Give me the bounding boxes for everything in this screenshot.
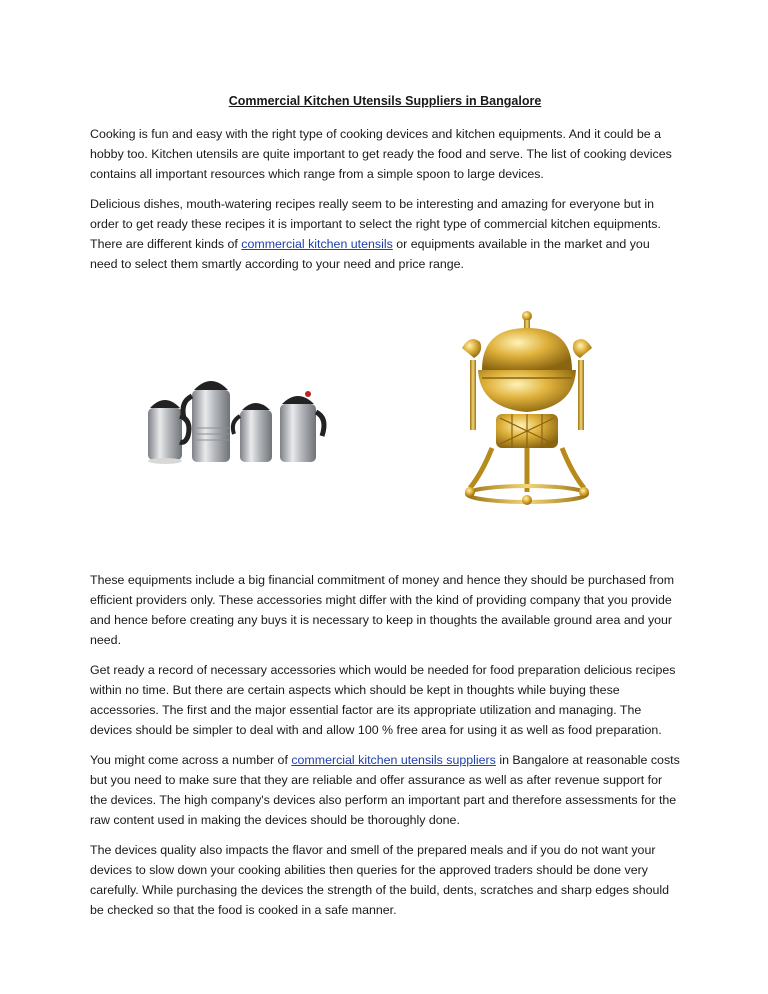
paragraph-4: Get ready a record of necessary accessories which would be needed for food preparation delicious recipes within no time. But there are certain aspects which should be kept in thoughts while buying these accessories. The first and the major essential factor are its appropriate utilization and managing. The devices should be simpler to deal with and allow 100 % free area for using it as well as food preparation. xyxy=(90,663,676,737)
commercial-kitchen-utensils-suppliers-link[interactable]: commercial kitchen utensils suppliers xyxy=(291,753,496,767)
paragraph-6: The devices quality also impacts the flavor and smell of the prepared meals and if you do not want your devices to slow down your cooking abilities then queries for the approved traders should be done very carefully. While purchasing the devices the strength of the build, dents, scratches and sharp edges should be checked so that the food is cooked in a safe manner. xyxy=(90,843,670,917)
product-images xyxy=(90,308,680,558)
paragraph-1: Cooking is fun and easy with the right type of cooking devices and kitchen equipments. And it could be a hobby too. Kitchen utensils are quite important to get ready the food and serve. The list of cooking devices contains all important resources which range from a simple spoon to large devices. xyxy=(90,127,672,181)
paragraph-2-text-b: or equipments available in the market and you need to select them smartly according to your need and price range. xyxy=(90,237,650,271)
paragraph-5-text-a: You might come across a number of xyxy=(90,753,292,767)
document-page xyxy=(90,92,680,930)
page-title: Commercial Kitchen Utensils Suppliers in Bangalore xyxy=(228,94,542,108)
paragraph-5 xyxy=(90,750,680,830)
commercial-kitchen-utensils-link[interactable]: commercial kitchen utensils xyxy=(241,237,393,251)
paragraph-3: These equipments include a big financial commitment of money and hence they should be purchased from efficient providers only. These accessories might differ with the kind of providing company that you provide and hence before creating any buys it is necessary to keep in thoughts the available ground area and your need. xyxy=(90,573,675,647)
paragraph-2 xyxy=(90,194,680,274)
paragraph-2-text-a: Delicious dishes, mouth-watering recipes really seem to be interesting and amazing for everyone but in order to get ready these recipes it is important to select the right type of commercial kitchen equipments. There are different kinds of xyxy=(90,197,661,251)
paragraph-5-text-b: in Bangalore at reasonable costs but you need to make sure that they are reliable and offer assurance as well as after revenue support for the devices. The high company's devices also perform an important part and therefore assessments for the raw content used in making the devices should be thoroughly done. xyxy=(90,753,680,827)
gold-chafing-dish-image xyxy=(452,308,602,508)
thermos-flasks-image xyxy=(136,368,336,478)
